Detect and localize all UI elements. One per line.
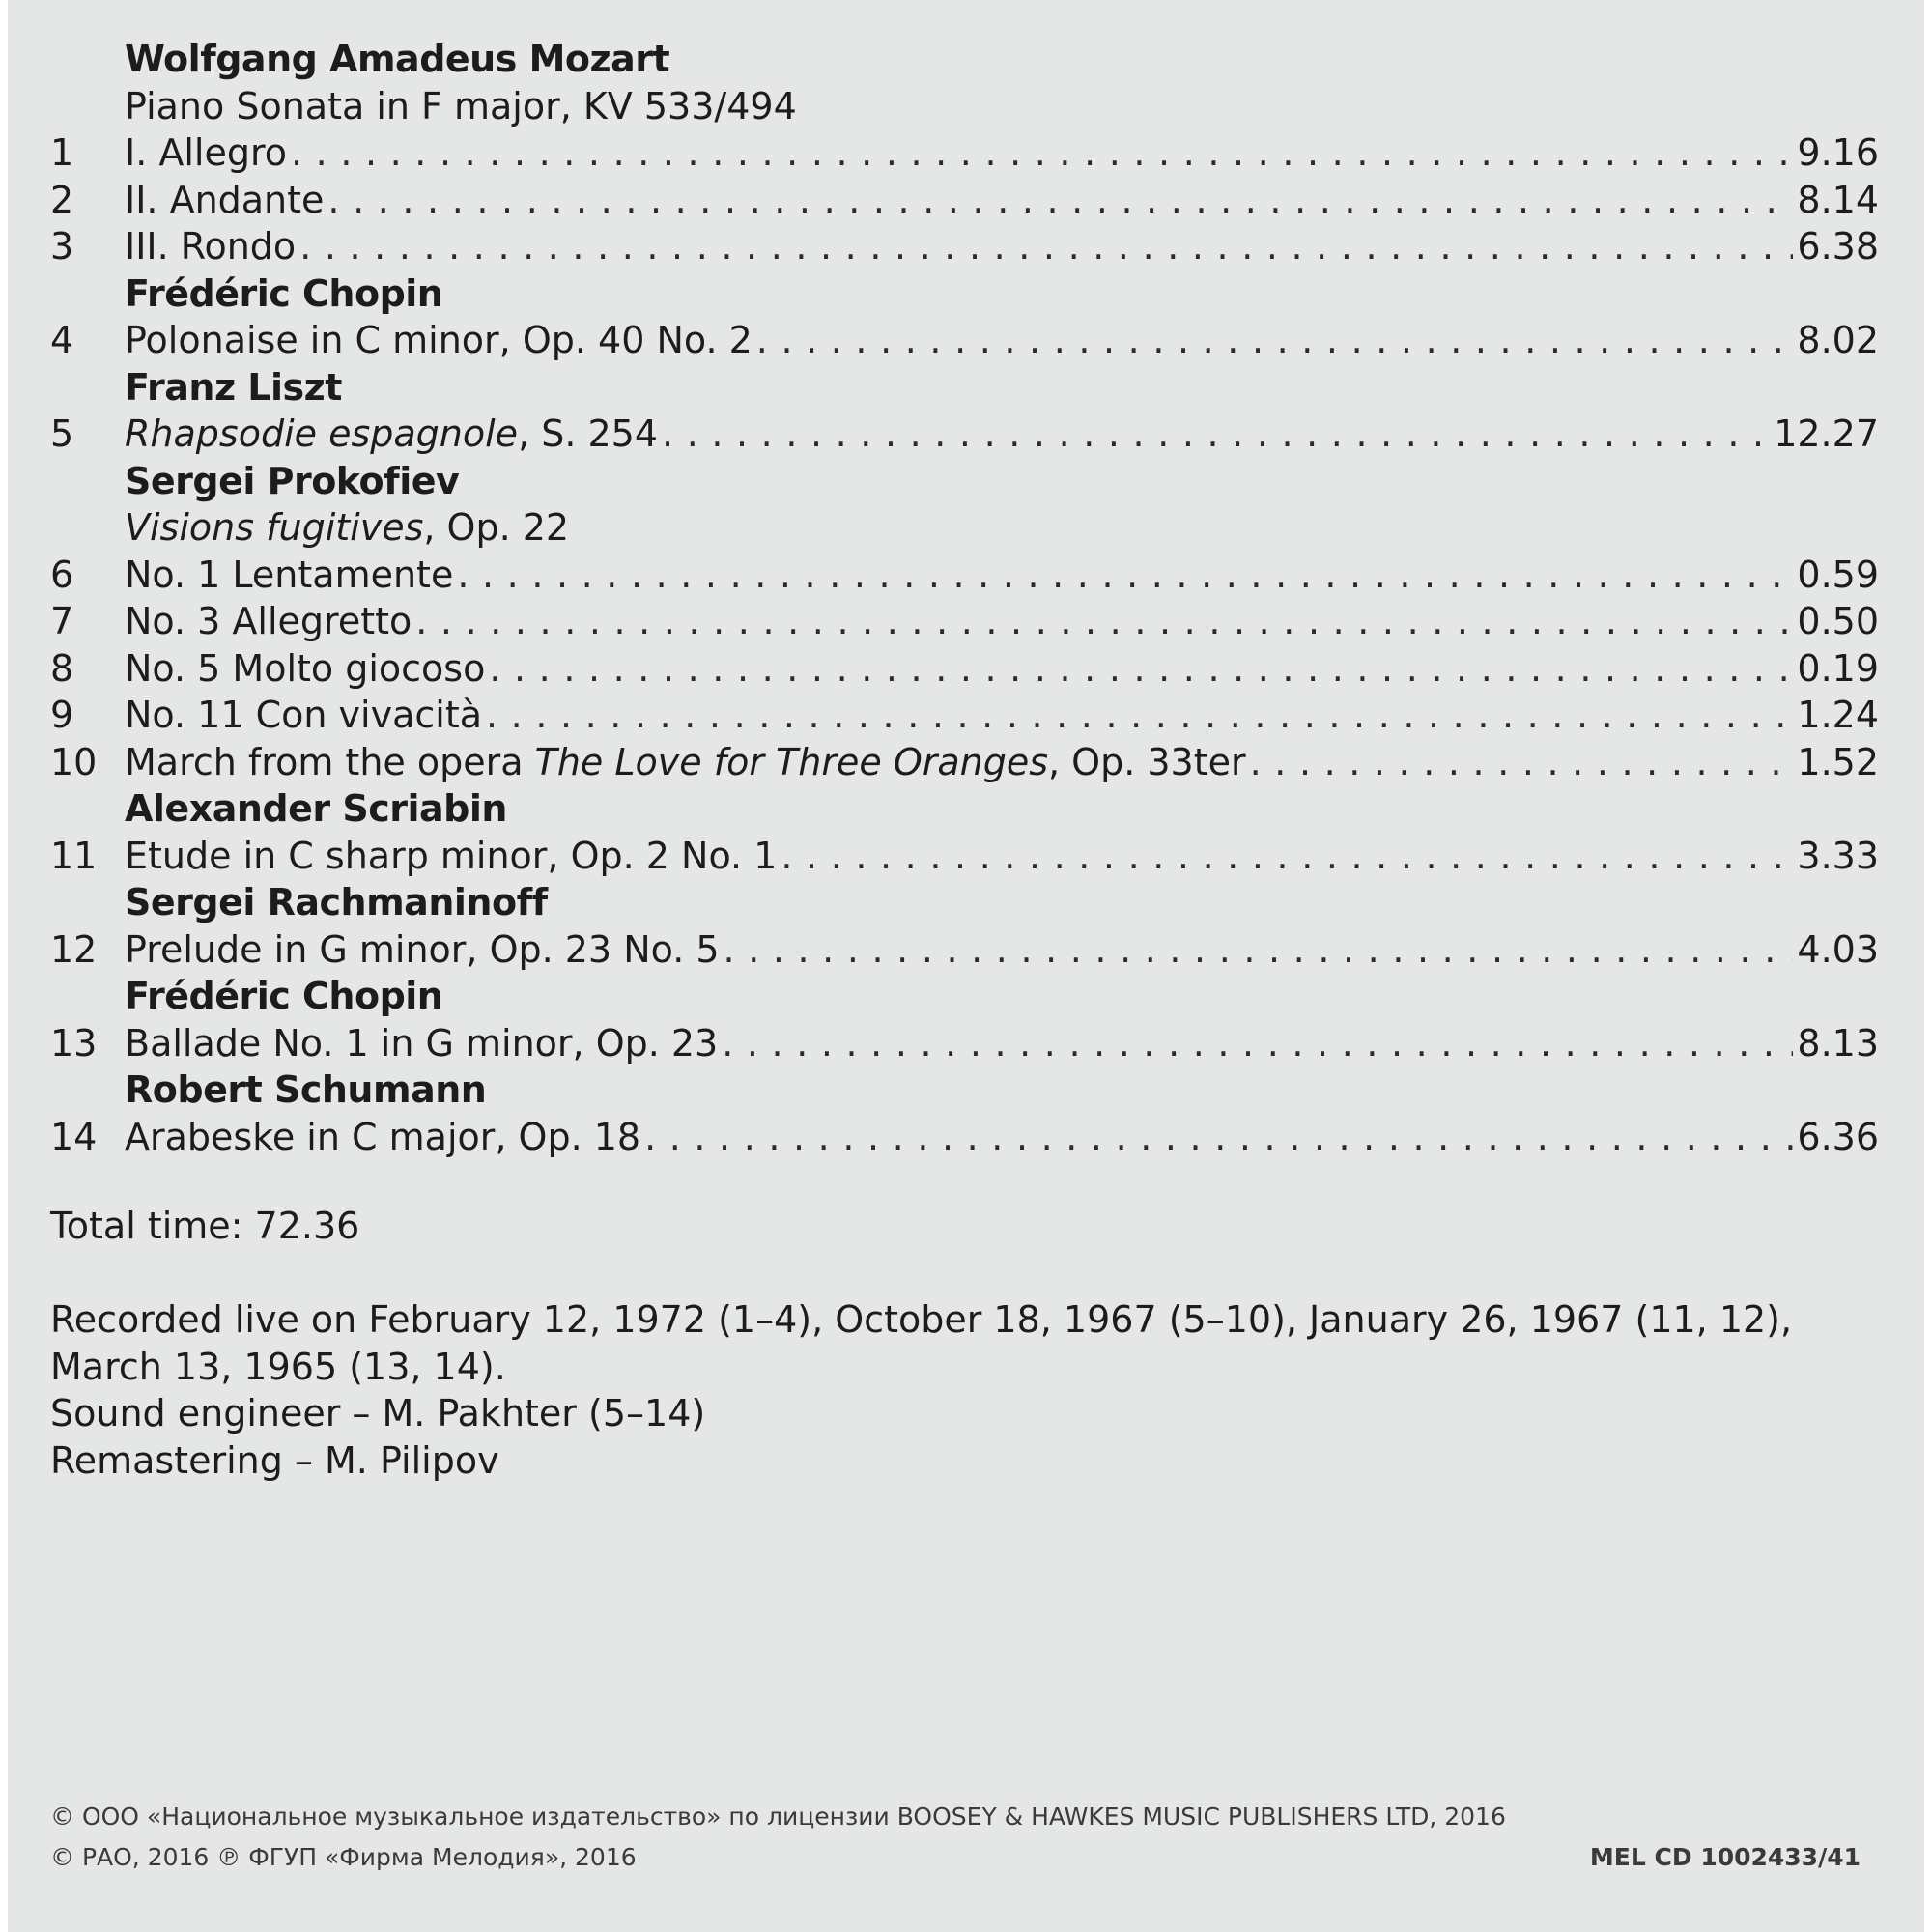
- dot-leader: [489, 645, 1793, 693]
- dot-leader: [299, 223, 1793, 270]
- dot-leader: [1250, 739, 1794, 786]
- track-duration: 9.16: [1797, 131, 1879, 174]
- track-title: III. Rondo: [125, 225, 297, 268]
- track-title: No. 11 Con vivacità: [125, 694, 482, 736]
- notes-line: Remastering – M. Pilipov: [50, 1438, 499, 1482]
- dot-leader: [327, 177, 1793, 224]
- track-title: Arabeske in C major, Op. 18: [125, 1115, 641, 1158]
- track-duration: 8.02: [1797, 319, 1879, 361]
- track-number: 7: [50, 600, 74, 642]
- track-title: No. 5 Molto giocoso: [125, 646, 486, 690]
- track-title: [125, 411, 658, 458]
- dot-leader: [457, 552, 1793, 599]
- track-row: [50, 692, 1879, 739]
- dot-leader: [756, 317, 1794, 364]
- track-row: [50, 317, 1879, 364]
- track-title: Prelude in G minor, Op. 23 No. 5: [125, 927, 720, 971]
- track-title: Polonaise in C minor, Op. 40 No. 2: [125, 319, 753, 361]
- track-duration: 1.24: [1797, 694, 1879, 736]
- track-row: [50, 1020, 1879, 1067]
- track-title-rest: , S. 254: [518, 412, 659, 455]
- track-duration: 6.36: [1797, 1115, 1879, 1158]
- track-row: [50, 598, 1879, 645]
- work-title-rest: , Op. 22: [423, 506, 570, 549]
- dot-leader: [724, 926, 1794, 974]
- dot-leader: [781, 833, 1793, 880]
- catalog-number: MEL CD 1002433/41: [1589, 1843, 1861, 1871]
- dot-leader: [662, 411, 1770, 458]
- track-title-italic: Rhapsodie espagnole: [125, 412, 519, 455]
- dot-leader: [722, 1020, 1793, 1067]
- dot-leader: [415, 598, 1793, 645]
- track-duration: 0.19: [1797, 646, 1879, 690]
- track-row: [50, 177, 1879, 224]
- track-title: Etude in C sharp minor, Op. 2 No. 1: [125, 834, 778, 877]
- track-number: 1: [50, 131, 74, 174]
- track-title: I. Allegro: [125, 131, 288, 174]
- track-duration: 0.59: [1797, 553, 1879, 596]
- track-number: 8: [50, 646, 74, 690]
- composer-heading: Frédéric Chopin: [125, 975, 443, 1017]
- track-number: 14: [50, 1115, 98, 1158]
- composer-heading: Frédéric Chopin: [125, 271, 443, 315]
- track-duration: 1.52: [1797, 740, 1879, 783]
- notes-line: Recorded live on February 12, 1972 (1–4), October 18, 1967 (5–10), January 26, 1967 (11, 12),: [50, 1298, 1793, 1341]
- copyright-line: © РАО, 2016 ℗ ФГУП «Фирма Мелодия», 2016: [50, 1843, 637, 1871]
- track-number: 9: [50, 694, 74, 736]
- booklet-page: [8, 0, 1924, 1932]
- track-duration: 0.50: [1797, 600, 1879, 642]
- notes-line: March 13, 1965 (13, 14).: [50, 1345, 506, 1388]
- track-row: [50, 833, 1879, 880]
- track-title-italic: The Love for Three Oranges: [534, 740, 1049, 783]
- track-duration: 4.03: [1797, 927, 1879, 971]
- track-row: [50, 411, 1879, 458]
- dot-leader: [644, 1114, 1793, 1161]
- track-duration: 8.14: [1797, 178, 1879, 221]
- composer-heading: Sergei Rachmaninoff: [125, 881, 548, 923]
- composer-heading: Alexander Scriabin: [125, 787, 507, 830]
- track-number: 2: [50, 178, 74, 221]
- track-number: 6: [50, 553, 74, 596]
- track-row: [50, 223, 1879, 270]
- track-duration: 8.13: [1797, 1021, 1879, 1065]
- composer-heading: Franz Liszt: [125, 365, 342, 409]
- track-row: [50, 1114, 1879, 1161]
- composer-heading: Wolfgang Amadeus Mozart: [125, 38, 670, 80]
- track-row: [50, 129, 1879, 177]
- notes-line: Sound engineer – M. Pakhter (5–14): [50, 1392, 706, 1435]
- recording-notes: [50, 1296, 1792, 1484]
- tracklist: [50, 36, 1879, 1160]
- track-number: 5: [50, 412, 74, 455]
- track-title: No. 3 Allegretto: [125, 600, 412, 642]
- composer-heading: Robert Schumann: [125, 1068, 487, 1111]
- track-number: 3: [50, 225, 74, 268]
- track-number: 12: [50, 927, 98, 971]
- dot-leader: [291, 129, 1793, 177]
- track-duration: 12.27: [1774, 412, 1879, 455]
- track-title-pre: March from the opera: [125, 740, 535, 783]
- track-row: [50, 552, 1879, 599]
- track-row: [50, 645, 1879, 693]
- track-number: 11: [50, 834, 98, 877]
- track-title-rest: , Op. 33ter: [1048, 740, 1246, 783]
- work-title: [50, 504, 1879, 552]
- composer-heading: Sergei Prokofiev: [125, 459, 460, 502]
- track-title: Ballade No. 1 in G minor, Op. 23: [125, 1021, 719, 1065]
- track-row: [50, 926, 1879, 974]
- track-number: 10: [50, 740, 98, 783]
- dot-leader: [486, 692, 1793, 739]
- track-row: [50, 739, 1879, 786]
- track-title: II. Andante: [125, 178, 325, 221]
- track-number: 13: [50, 1021, 98, 1065]
- work-title: Piano Sonata in F major, KV 533/494: [125, 84, 797, 128]
- work-title-italic: Visions fugitives: [125, 506, 424, 549]
- track-duration: 3.33: [1797, 834, 1879, 877]
- track-title: No. 1 Lentamente: [125, 553, 454, 596]
- copyright-line: © ООО «Национальное музыкальное издательство» по лицензии BOOSEY & HAWKES MUSIC PUBLISHERS LTD, 2016: [50, 1803, 1506, 1831]
- total-time: Total time: 72.36: [50, 1205, 360, 1247]
- track-title: [125, 739, 1246, 786]
- track-duration: 6.38: [1797, 225, 1879, 268]
- track-number: 4: [50, 319, 74, 361]
